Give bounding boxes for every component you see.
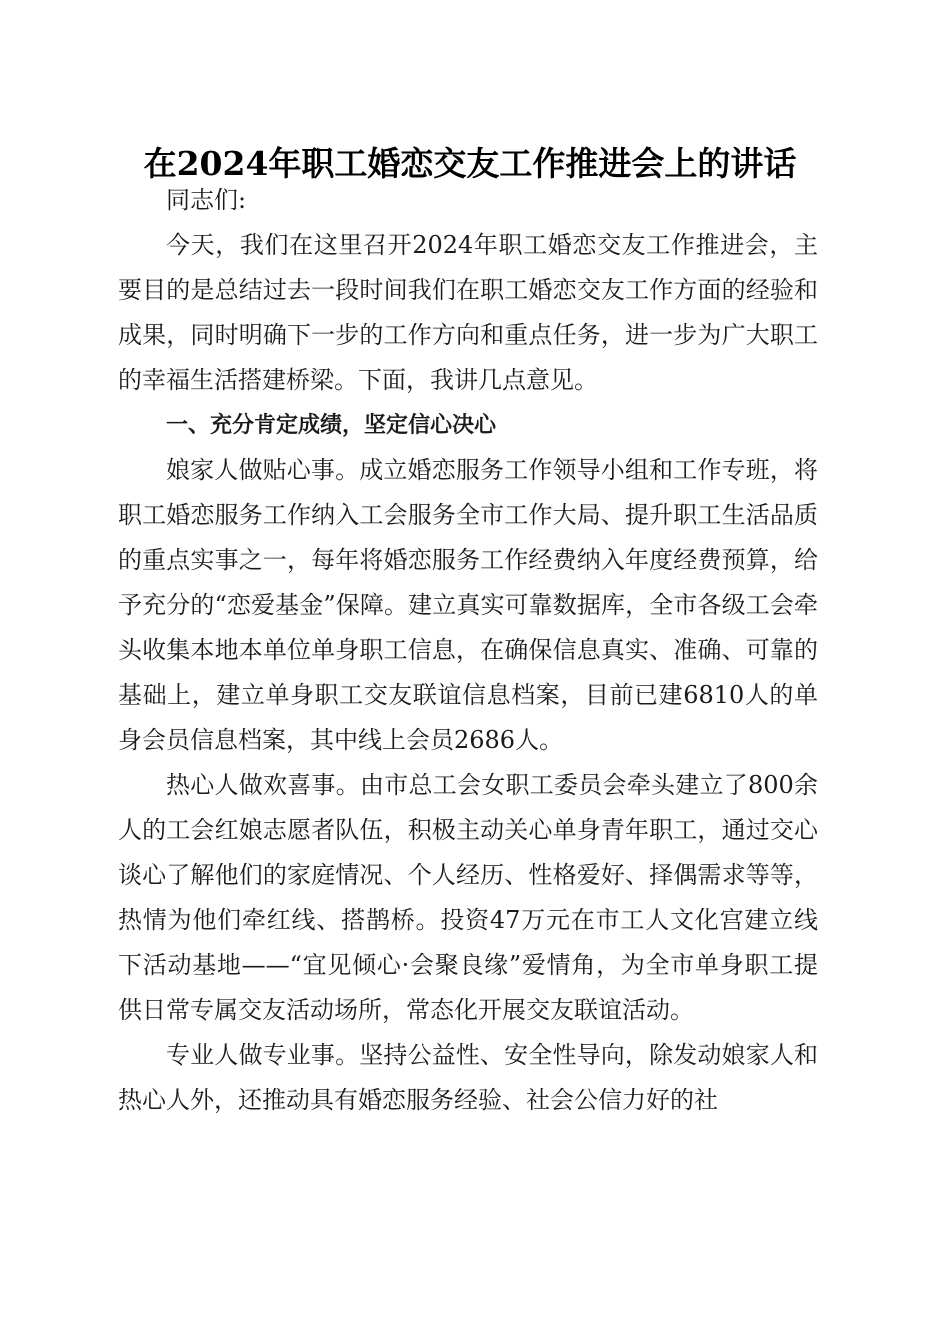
salutation: 同志们:: [166, 186, 247, 214]
document-title: 在2024年职工婚恋交友工作推进会上的讲话: [143, 144, 797, 183]
paragraph-professional: 专业人做专业事。坚持公益性、安全性导向，除发动娘家人和热心人外，还推动具有婚恋服务经验、社会公信力好的社: [118, 1041, 818, 1114]
intro-paragraph: 今天，我们在这里召开2024年职工婚恋交友工作推进会，主要目的是总结过去一段时间我们在职工婚恋交友工作方面的经验和成果，同时明确下一步的工作方向和重点任务，进一步为广大职工的幸福生活搭建桥梁。下面，我讲几点意见。: [118, 231, 818, 394]
paragraph-family-care: 娘家人做贴心事。成立婚恋服务工作领导小组和工作专班，将职工婚恋服务工作纳入工会服务全市工作大局、提升职工生活品质的重点实事之一，每年将婚恋服务工作经费纳入年度经费预算，给予充分的“恋爱基金”保障。建立真实可靠数据库，全市各级工会牵头收集本地本单位单身职工信息，在确保信息真实、准确、可靠的基础上，建立单身职工交友联谊信息档案，目前已建6810人的单身会员信息档案，其中线上会员2686人。: [118, 456, 818, 754]
document-body: [118, 178, 818, 1123]
section-heading: 一、充分肯定成绩，坚定信心决心: [166, 413, 497, 438]
paragraph-volunteers: 热心人做欢喜事。由市总工会女职工委员会牵头建立了800余人的工会红娘志愿者队伍，积极主动关心单身青年职工，通过交心谈心了解他们的家庭情况、个人经历、性格爱好、择偶需求等等，热情为他们牵红线、搭鹊桥。投资47万元在市工人文化宫建立线下活动基地——“宜见倾心·会聚良缘”爱情角，为全市单身职工提供日常专属交友活动场所，常态化开展交友联谊活动。: [118, 771, 818, 1024]
